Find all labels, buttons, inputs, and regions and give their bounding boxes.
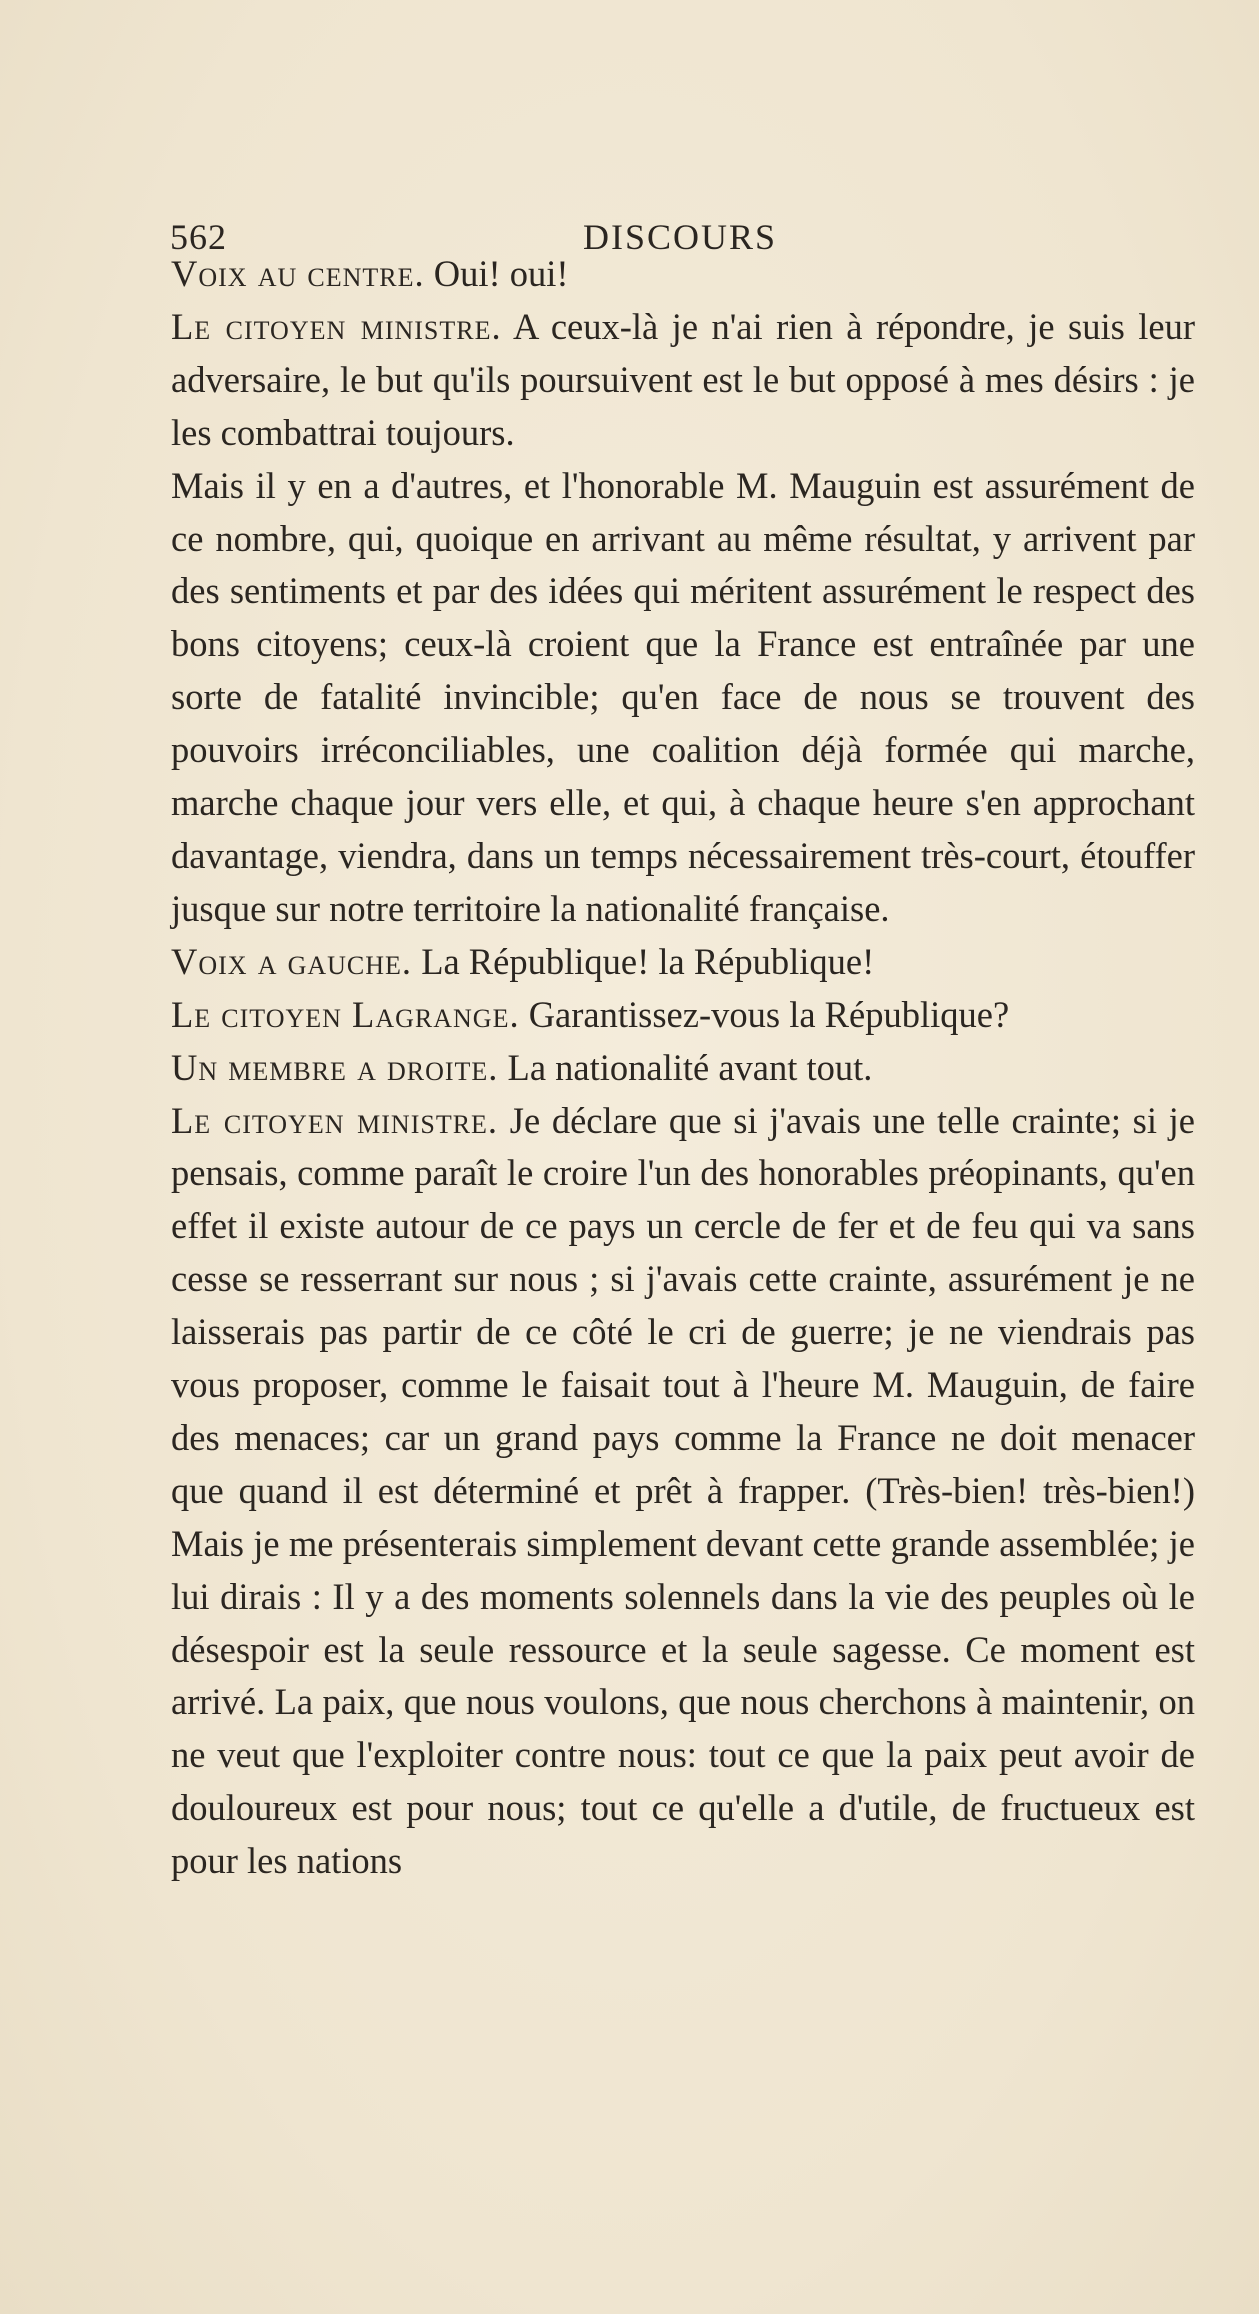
paragraph-text: A ceux-là je n'ai rien à répondre, je suis leur adversaire, le but qu'ils poursuivent est le but opposé à mes désirs : je les combattrai toujours.: [171, 305, 1196, 453]
paragraph-text: La République! la République!: [412, 940, 875, 982]
speaker-label: Voix a gauche.: [171, 940, 413, 982]
speaker-label: Un membre a droite.: [171, 1046, 499, 1088]
paragraph-voix-gauche: [171, 936, 1195, 989]
paragraph-ministre-1: [171, 301, 1195, 460]
paragraph-text: Je déclare que si j'avais une telle crainte; si je pensais, comme paraît le croire l'un des honorables préopinants, qu'en effet il existe autour de ce pays un cercle de fer et de feu qui va sans cesse se resserrant sur nous ; si j'avais cette crainte, assurément je ne laisserais pas partir de ce côté le cri de guerre; je ne viendrais pas vous proposer, comme le faisait tout à l'heure M. Mauguin, de faire des menaces; car un grand pays comme la France ne doit menacer que quand il est déterminé et prêt à frapper. (Très-bien! très-bien!) Mais je me présenterais simplement devant cette grande assemblée; je lui dirais : Il y a des moments solennels dans la vie des peuples où le désespoir est la seule ressource et la seule sagesse. Ce moment est arrivé. La paix, que nous voulons, que nous cherchons à maintenir, on ne veut que l'exploiter contre nous: tout ce que la paix peut avoir de douloureux est pour nous; tout ce qu'elle a d'utile, de fructueux est pour les nations: [171, 1099, 1195, 1882]
paragraph-ministre-2: [171, 1095, 1195, 1889]
running-title: DISCOURS: [583, 217, 778, 257]
paragraph-text: Mais il y en a d'autres, et l'honorable M. Mauguin est assurément de ce nombre, qui, quoique en arrivant au même résultat, y arrivent par des sentiments et par des idées qui méritent assurément le respect des bons citoyens; ceux-là croient que la France est entraînée par une sorte de fatalité invincible; qu'en face de nous se trouvent des pouvoirs irréconciliables, une coalition déjà formée qui marche, marche chaque jour vers elle, et qui, à chaque heure s'en approchant davantage, viendra, dans un temps nécessairement très-court, étouffer jusque sur notre territoire la nationalité française.: [171, 464, 1195, 929]
paragraph-voix-centre: [171, 248, 1195, 301]
speaker-label: Voix au centre.: [171, 253, 425, 294]
page-number: 562: [170, 217, 227, 257]
body-text: [171, 248, 1195, 1888]
paragraph-text: Garantissez-vous la République?: [519, 993, 1010, 1035]
paragraph-membre-droite: [171, 1042, 1195, 1095]
paragraph-lagrange: [171, 989, 1195, 1042]
paragraph-text: La nationalité avant tout.: [498, 1046, 873, 1088]
paragraph-text: Oui! oui!: [424, 253, 569, 294]
speaker-label: Le citoyen Lagrange.: [171, 993, 520, 1035]
speaker-label: Le citoyen ministre.: [171, 1099, 499, 1141]
paragraph-mais-il-y-en-a: [171, 460, 1195, 936]
speaker-label: Le citoyen ministre.: [171, 305, 502, 347]
